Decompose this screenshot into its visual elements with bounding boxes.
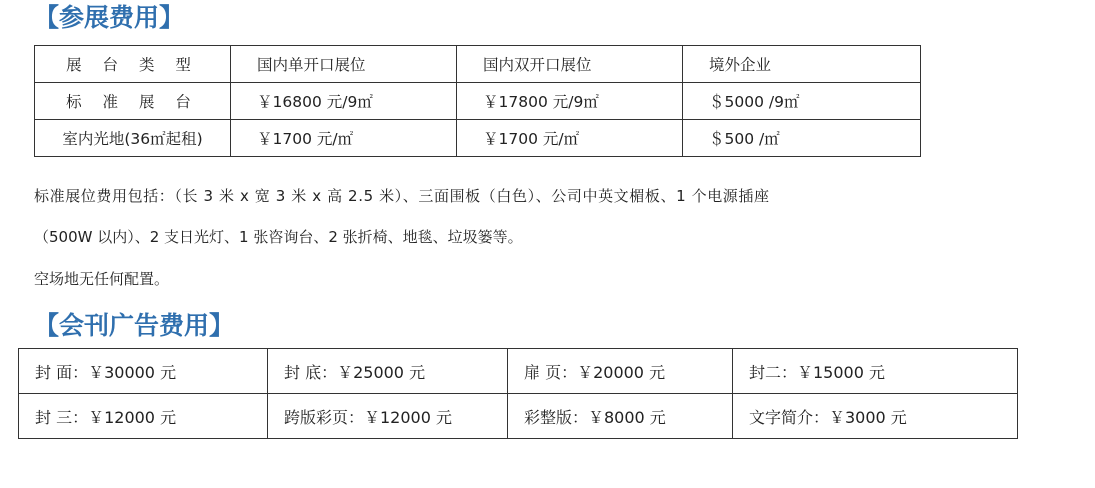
- table-row: [19, 349, 1018, 394]
- price-cell: ￥1700 元/㎡: [231, 120, 457, 157]
- booth-fee-heading: 【参展费用】: [34, 3, 185, 32]
- standard-booth-includes-note: 标准展位费用包括：（长 3 米 x 宽 3 米 x 高 2.5 米）、三面围板（白色）、公司中英文楣板、1 个电源插座: [34, 187, 770, 205]
- header-domestic-single: 国内单开口展位: [231, 46, 457, 83]
- table-row: [35, 120, 921, 157]
- table-header-row: [35, 46, 921, 83]
- ad-price-cell: 彩整版：￥8000 元: [508, 394, 733, 439]
- ad-price-cell: 扉 页：￥20000 元: [508, 349, 733, 394]
- ad-price-cell: 封 底：￥25000 元: [268, 349, 508, 394]
- ad-price-cell: 封二：￥15000 元: [733, 349, 1018, 394]
- header-domestic-double: 国内双开口展位: [457, 46, 683, 83]
- row-label-standard-booth: 标 准 展 台: [35, 83, 231, 120]
- ad-price-cell: 封 三：￥12000 元: [19, 394, 268, 439]
- ad-fee-table: [18, 348, 1018, 439]
- row-label-raw-space: 室内光地(36㎡起租): [35, 120, 231, 157]
- price-cell: ￥1700 元/㎡: [457, 120, 683, 157]
- price-cell: ￥16800 元/9㎡: [231, 83, 457, 120]
- table-row: [35, 83, 921, 120]
- header-overseas: 境外企业: [683, 46, 921, 83]
- price-cell: ＄500 /㎡: [683, 120, 921, 157]
- ad-price-cell: 跨版彩页：￥12000 元: [268, 394, 508, 439]
- raw-space-note: 空场地无任何配置。: [34, 270, 170, 288]
- price-cell: ＄5000 /9㎡: [683, 83, 921, 120]
- table-row: [19, 394, 1018, 439]
- booth-fee-table: [34, 45, 921, 157]
- ad-price-cell: 封 面：￥30000 元: [19, 349, 268, 394]
- standard-booth-includes-note-cont: （500W 以内）、2 支日光灯、1 张咨询台、2 张折椅、地毯、垃圾篓等。: [34, 228, 523, 246]
- ad-fee-heading: 【会刊广告费用】: [34, 311, 235, 340]
- price-cell: ￥17800 元/9㎡: [457, 83, 683, 120]
- header-booth-type: 展 台 类 型: [35, 46, 231, 83]
- ad-price-cell: 文字简介：￥3000 元: [733, 394, 1018, 439]
